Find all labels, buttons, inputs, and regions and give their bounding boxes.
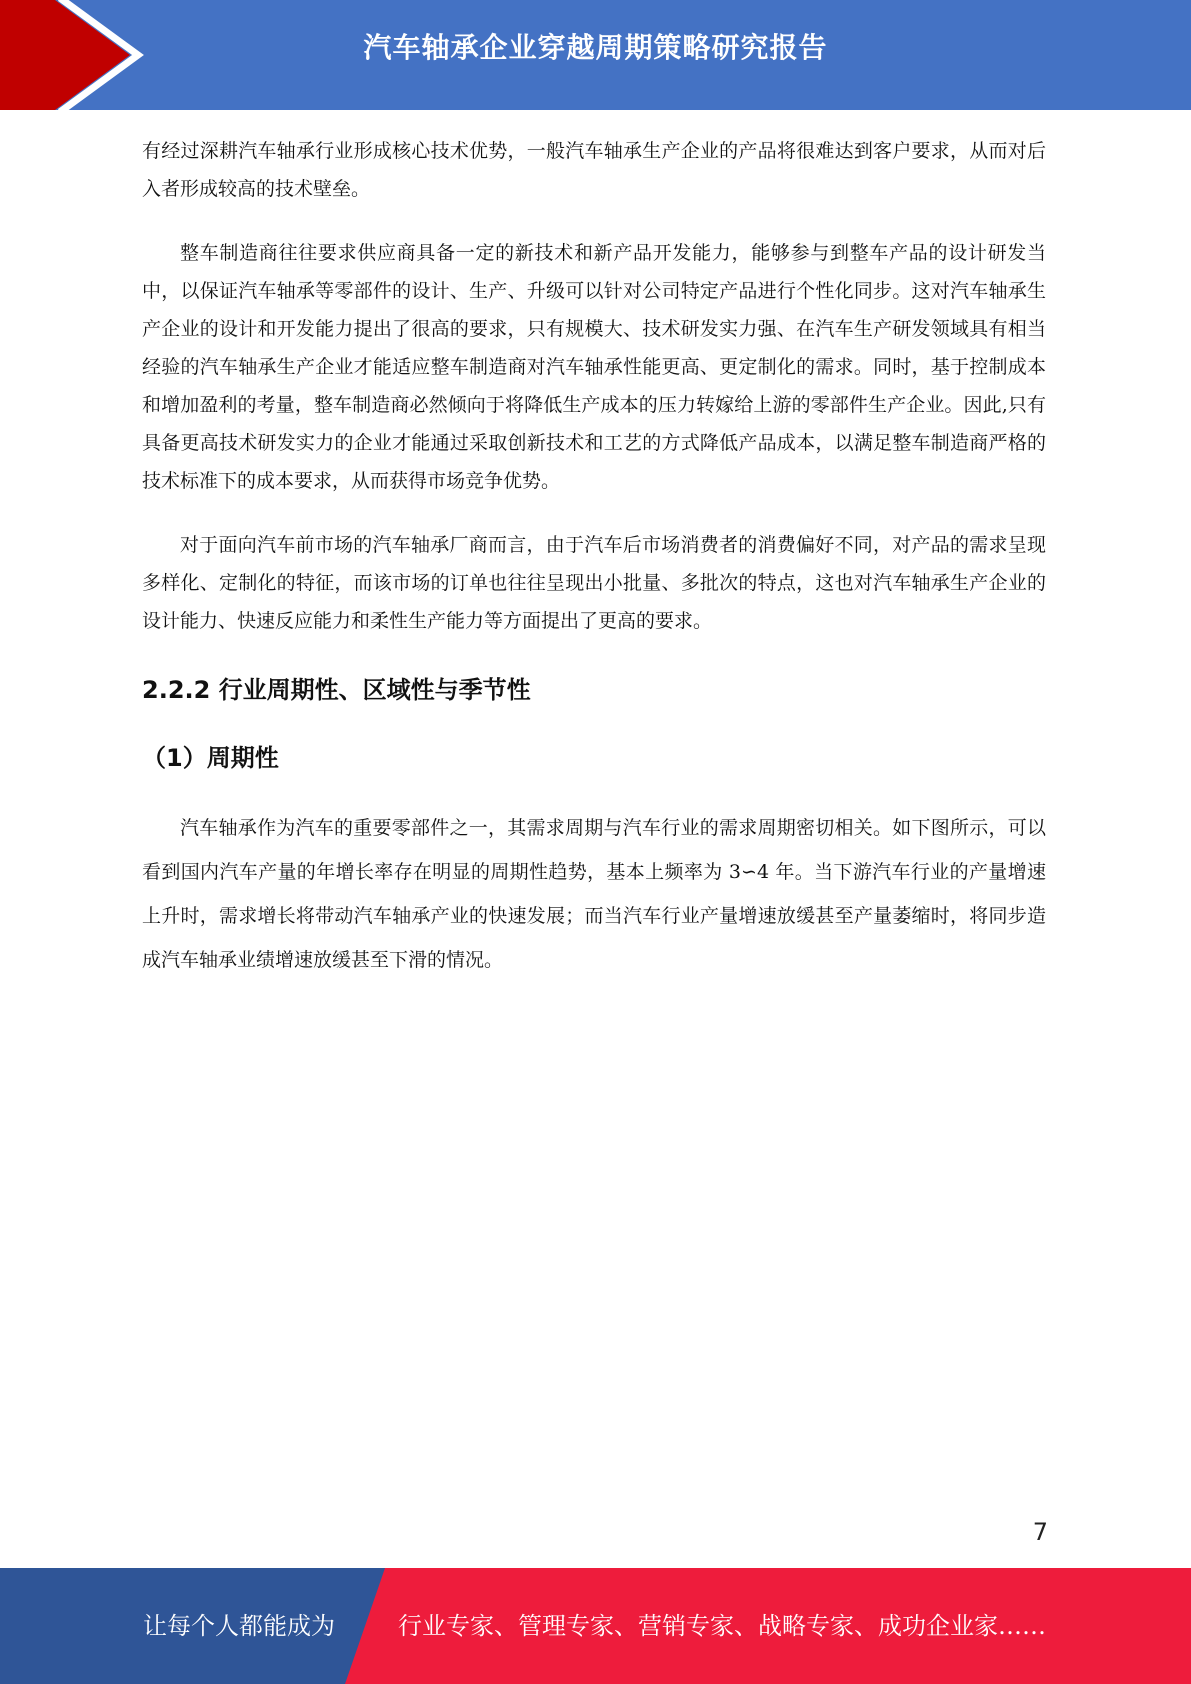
paragraph-3: 对于面向汽车前市场的汽车轴承厂商而言，由于汽车后市场消费者的消费偏好不同，对产品的需求呈现多样化、定制化的特征，而该市场的订单也往往呈现出小批量、多批次的特点，这也对汽车轴承生产企业的设计能力、快速反应能力和柔性生产能力等方面提出了更高的要求。 [142,534,1046,632]
footer-slogan-left: 让每个人都能成为 [143,1612,335,1640]
subsection-heading-cyclicality: （1）周期性 [142,744,279,772]
cyclicality-section [142,806,1046,982]
report-title: 汽车轴承企业穿越周期策略研究报告 [363,31,828,64]
paragraph-4: 汽车轴承作为汽车的重要零部件之一，其需求周期与汽车行业的需求周期密切相关。如下图所示，可以看到国内汽车产量的年增长率存在明显的周期性趋势，基本上频率为 3∽4 年。当下游汽车行业的产量增速上升时，需求增长将带动汽车轴承产业的快速发展；而当汽车行业产量增速放缓甚至产量萎缩时，将同步造成汽车轴承业绩增速放缓甚至下滑的情况。 [142,817,1046,971]
footer-slogan-right: 行业专家、管理专家、营销专家、战略专家、成功企业家…… [398,1612,1046,1640]
page-header [0,0,1191,110]
section-heading-2-2-2: 2.2.2 行业周期性、区域性与季节性 [142,676,531,704]
paragraph-1: 有经过深耕汽车轴承行业形成核心技术优势，一般汽车轴承生产企业的产品将很难达到客户要求，从而对后入者形成较高的技术壁垒。 [142,140,1046,200]
page-number: 7 [1032,1518,1048,1546]
main-content [142,132,1046,982]
paragraph-2: 整车制造商往往要求供应商具备一定的新技术和新产品开发能力，能够参与到整车产品的设计研发当中，以保证汽车轴承等零部件的设计、生产、升级可以针对公司特定产品进行个性化同步。这对汽车轴承生产企业的设计和开发能力提出了很高的要求，只有规模大、技术研发实力强、在汽车生产研发领域具有相当经验的汽车轴承生产企业才能适应整车制造商对汽车轴承性能更高、更定制化的需求。同时，基于控制成本和增加盈利的考量，整车制造商必然倾向于将降低生产成本的压力转嫁给上游的零部件生产企业。因此,只有具备更高技术研发实力的企业才能通过采取创新技术和工艺的方式降低产品成本，以满足整车制造商严格的技术标准下的成本要求，从而获得市场竞争优势。 [142,242,1046,492]
page-footer [0,1568,1191,1684]
